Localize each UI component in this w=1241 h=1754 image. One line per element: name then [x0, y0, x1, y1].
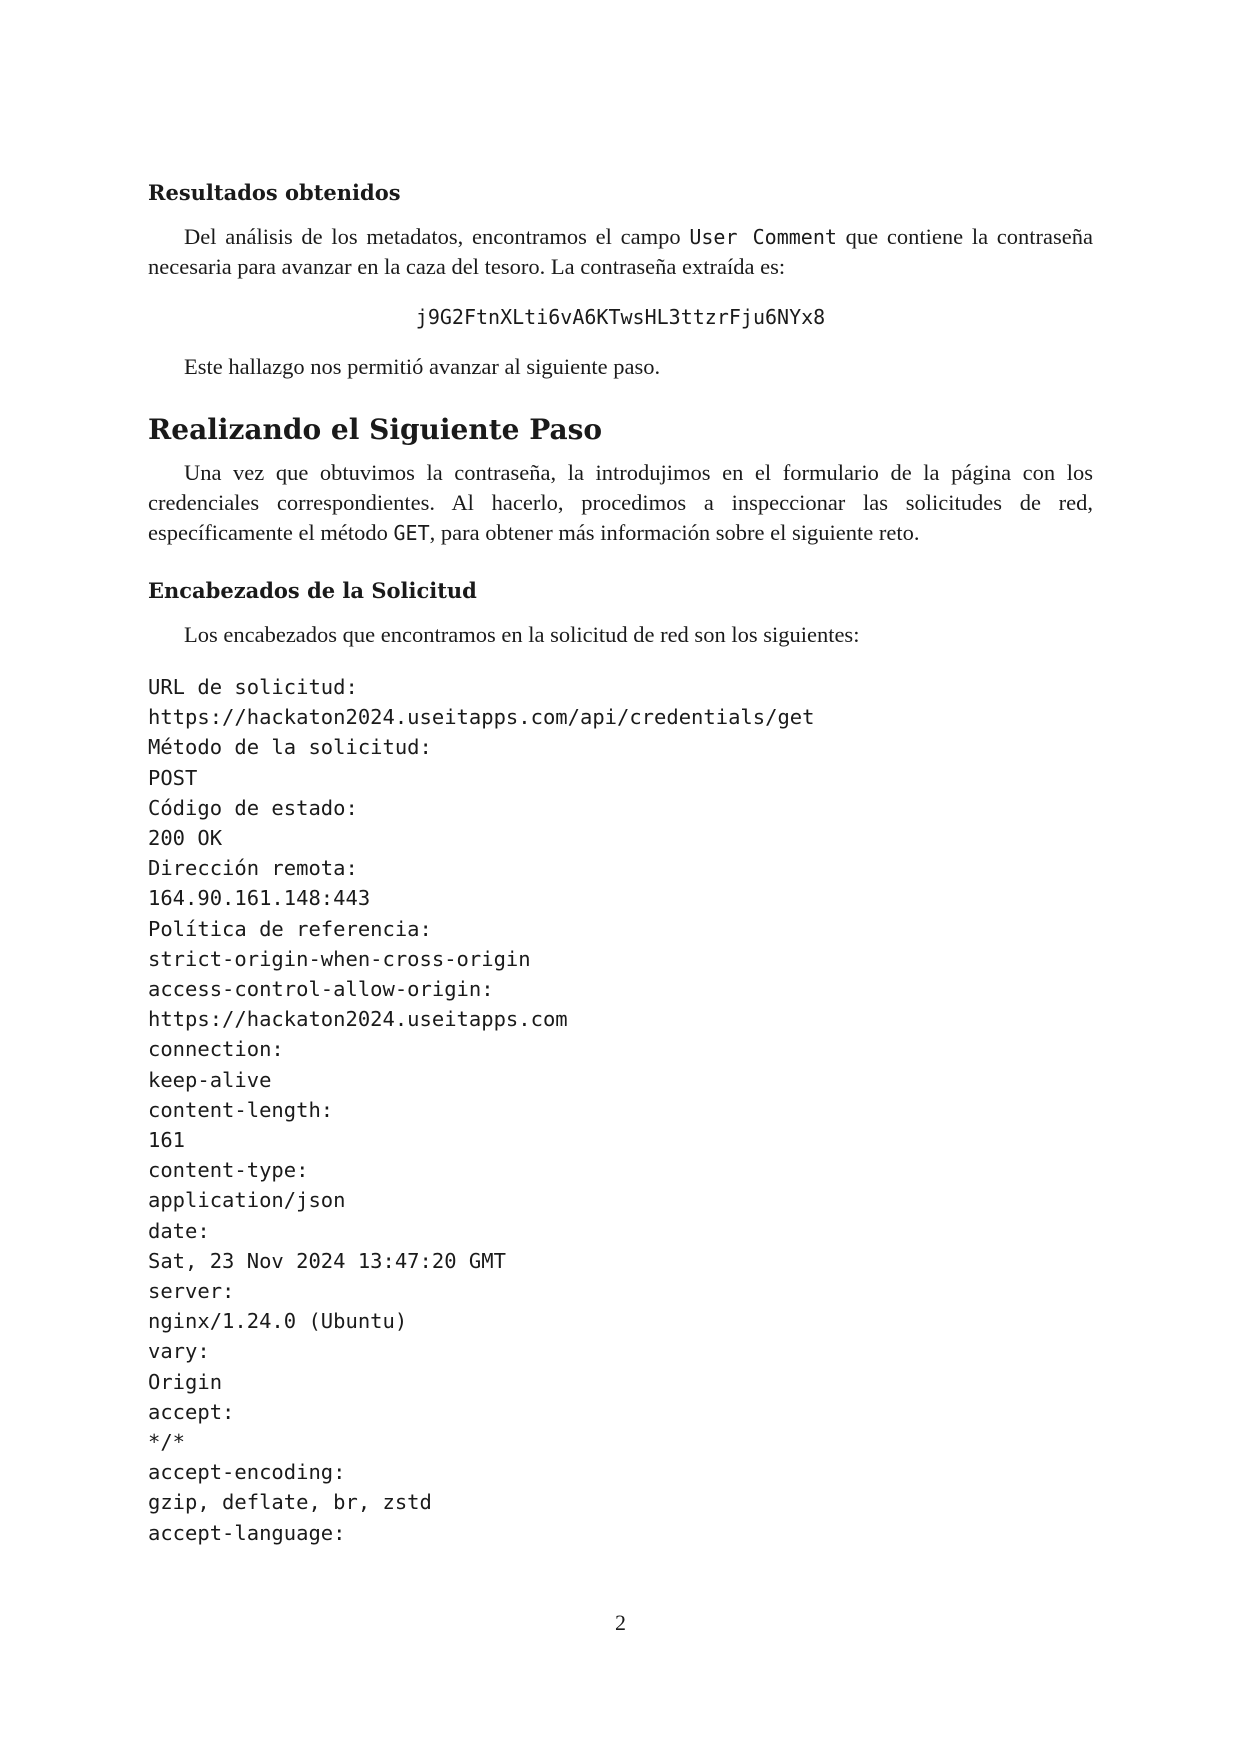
extracted-password: j9G2FtnXLti6vA6KTwsHL3ttzrFju6NYx8 — [415, 305, 826, 329]
results-paragraph-text-2: que contiene la contraseña necesaria para avanzar en la caza del tesoro. La contraseña extraída es: — [148, 224, 1093, 279]
header-line: nginx/1.24.0 (Ubuntu) — [148, 1309, 408, 1334]
header-line: 161 — [148, 1128, 186, 1153]
header-line: Dirección remota: — [148, 856, 358, 881]
header-line: vary: — [148, 1339, 210, 1364]
header-line: Origin — [148, 1369, 223, 1394]
header-line: access-control-allow-origin: — [148, 977, 494, 1002]
header-line: Política de referencia: — [148, 916, 432, 941]
header-line: https://hackaton2024.useitapps.com/api/credentials/get — [148, 705, 815, 730]
page-content — [148, 178, 1093, 1548]
header-line: 164.90.161.148:443 — [148, 886, 371, 911]
header-line: accept-language: — [148, 1520, 346, 1545]
request-headers-intro: Los encabezados que encontramos en la solicitud de red son los siguientes: — [184, 622, 860, 647]
header-line: application/json — [148, 1188, 346, 1213]
header-line: accept-encoding: — [148, 1460, 346, 1485]
header-line: connection: — [148, 1037, 284, 1062]
header-line: */* — [148, 1430, 186, 1455]
next-step-heading: Realizando el Siguiente Paso — [148, 413, 603, 446]
next-step-paragraph — [148, 458, 1093, 548]
next-step-text-2: , para obtener más información sobre el siguiente reto. — [429, 520, 920, 545]
user-comment-code: User Comment — [689, 225, 837, 249]
results-paragraph — [148, 222, 1093, 282]
header-line: server: — [148, 1279, 235, 1304]
header-line: content-length: — [148, 1097, 334, 1122]
header-line: gzip, deflate, br, zstd — [148, 1490, 432, 1515]
page-number: 2 — [615, 1610, 626, 1635]
results-paragraph-text-1: Del análisis de los metadatos, encontramos el campo — [184, 224, 690, 249]
header-line: POST — [148, 765, 198, 790]
header-line: Método de la solicitud: — [148, 735, 432, 760]
header-line: Sat, 23 Nov 2024 13:47:20 GMT — [148, 1248, 506, 1273]
header-line: https://hackaton2024.useitapps.com — [148, 1007, 568, 1032]
get-method-code: GET — [393, 521, 430, 545]
next-step-text-1: Una vez que obtuvimos la contraseña, la introdujimos en el formulario de la página con los credenciales correspondientes. Al hacerlo, procedimos a inspeccionar las solicitudes de red, específicamente el método — [148, 460, 1093, 545]
header-line: strict-origin-when-cross-origin — [148, 946, 531, 971]
header-line: Código de estado: — [148, 795, 358, 820]
results-conclusion: Este hallazgo nos permitió avanzar al siguiente paso. — [184, 354, 661, 379]
request-headers-heading: Encabezados de la Solicitud — [148, 578, 477, 603]
header-line: keep-alive — [148, 1067, 272, 1092]
header-line: date: — [148, 1218, 210, 1243]
header-line: URL de solicitud: — [148, 675, 358, 699]
request-headers-list — [148, 672, 1093, 1548]
header-line: accept: — [148, 1399, 235, 1424]
results-heading: Resultados obtenidos — [148, 180, 401, 205]
header-line: 200 OK — [148, 826, 223, 851]
header-line: content-type: — [148, 1158, 309, 1183]
